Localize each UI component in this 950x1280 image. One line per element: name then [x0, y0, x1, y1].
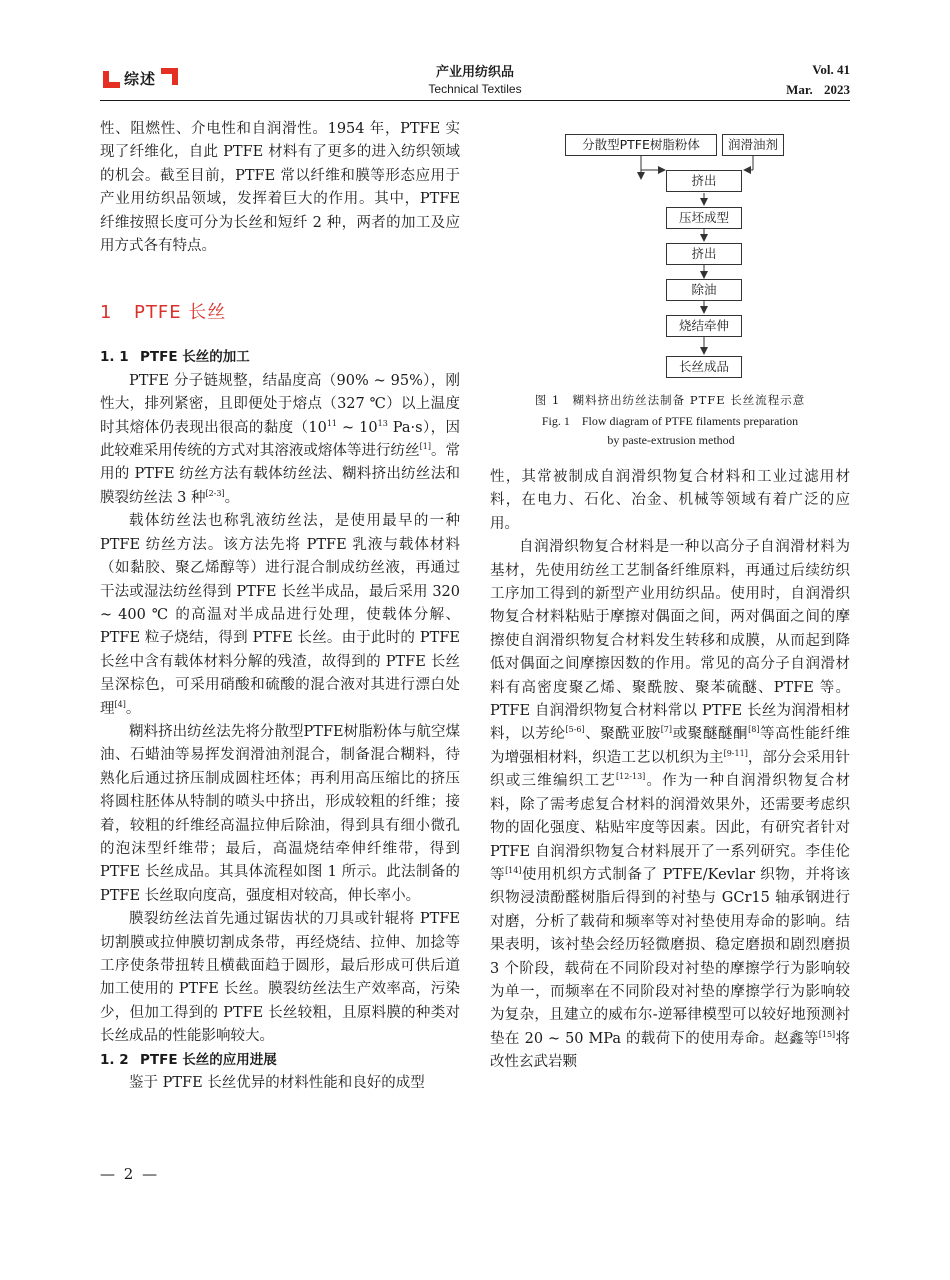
subsection-1-1-number: 1. 1 — [100, 349, 129, 366]
exponent: 11 — [326, 418, 338, 428]
subsection-1-2-number: 1. 2 — [100, 1051, 129, 1068]
left-column — [100, 118, 460, 1095]
flowchart-step-preform: 压坯成型 — [666, 207, 742, 229]
text-run: 将改性玄武岩颗 — [490, 1030, 850, 1071]
citation: [14] — [505, 865, 522, 875]
figure-caption-en-line1: Fig. 1 Flow diagram of PTFE filaments preparation — [541, 414, 799, 428]
citation: [12-13] — [615, 772, 646, 782]
citation: [9-11] — [723, 748, 748, 758]
header-rule — [100, 100, 850, 101]
paragraph-self-lubricating — [490, 536, 850, 1074]
journal-title-en: Technical Textiles — [428, 82, 522, 96]
section-1-title — [100, 298, 226, 324]
text-run: 。作为一种自润滑织物复合材料，除了需考虑复合材料的润滑效果外，还需要考虑织物的固化强度、粘贴牢度等因素。因此，有研究者针对 PTFE 自润滑织物复合材料展开了一系列研究。李佳伦等 — [490, 773, 851, 883]
citation: [2-3] — [205, 488, 225, 498]
subsection-1-1-text: PTFE 长丝的加工 — [140, 349, 250, 366]
text-run: ，部分会采用针织或三维编织工艺 — [490, 749, 851, 790]
issue-date: Mar. 2023 — [786, 82, 850, 97]
subsection-1-2-title — [100, 1049, 460, 1072]
text-run: 。 — [125, 700, 141, 717]
text-run: 。常用的 PTFE 纺丝方法有载体纺丝法、糊料挤出纺丝法和膜裂纺丝法 3 种 — [100, 443, 461, 506]
subsection-1-2-text: PTFE 长丝的应用进展 — [140, 1051, 277, 1068]
text-run: PTFE 分子链规整，结晶度高（90% ~ 95%），刚性大，排列紧密，且即便处于熔点（327 ℃）以上温度时其熔体仍表现出很高的黏度（10 — [100, 372, 460, 436]
text-run: 、聚酰亚胺 — [584, 726, 661, 743]
text-run: 或聚醚醚酮 — [672, 726, 749, 743]
citation: [8] — [748, 725, 760, 735]
paragraph-paste-extrusion: 糊料挤出纺丝法先将分散型PTFE树脂粉体与航空煤油、石蜡油等易挥发润滑油剂混合，制备混合糊料，待熟化后通过挤压制成圆柱坯体；再利用高压缩比的挤压将圆柱胚体从特制的喷头中挤出，形成较粗的纤维；接着，较粗的纤维经高温拉伸后除油，得到具有细小微孔的泡沫型纤维带；最后，高温烧结牵伸纤维带，得到 PTFE 长丝成品。其具体流程如图 1 所示。此法制备的 PTFE 长丝取向度高，强度相对较高，伸长率小。 — [100, 723, 460, 904]
exponent: 13 — [377, 418, 388, 428]
flowchart-step-sinter-stretch: 烧结牵伸 — [666, 315, 742, 337]
paragraph-application-start: 鉴于 PTFE 长丝优异的材料性能和良好的成型 — [129, 1075, 425, 1092]
right-column — [490, 466, 850, 1075]
citation: [4] — [114, 699, 126, 709]
page-number: — 2 — — [100, 1165, 160, 1183]
text-run: 。 — [224, 489, 240, 506]
citation: [1] — [419, 442, 431, 452]
volume-label: Vol. 41 — [812, 62, 850, 77]
text-run: 等高性能纤维为增强相材料，织造工艺以机织为主 — [490, 726, 851, 766]
text-run: ~ 10 — [337, 419, 378, 436]
flowchart-step-extrude-2: 挤出 — [666, 243, 742, 265]
figure-caption-en — [490, 412, 850, 450]
paragraph-intro: 性、阻燃性、介电性和自润滑性。1954 年，PTFE 实现了纤维化，自此 PTFE 材料有了更多的进入纺织领域的机会。截至目前，PTFE 常以纤维和膜等形态应用于产业用纺织品领域，发挥着巨大的作用。其中，PTFE 纤维按照长度可分为长丝和短纤 2 种，两者的加工及应用方式各有特点。 — [100, 121, 460, 255]
citation: [7] — [660, 725, 673, 735]
section-1-number: 1 — [100, 302, 113, 323]
figure-caption-en-line2: by paste-extrusion method — [607, 433, 735, 447]
paragraph-continuation: 性，其常被制成自润滑织物复合材料和工业过滤用材料，在电力、石化、冶金、机械等领域有着广泛的应用。 — [490, 469, 850, 532]
figure-caption-cn: 图 1 糊料挤出纺丝法制备 PTFE 长丝流程示意 — [534, 393, 806, 407]
paragraph-carrier-spinning — [100, 510, 460, 721]
text-run: 载体纺丝法也称乳液纺丝法，是使用最早的一种 PTFE 纺丝方法。该方法先将 PTFE 乳液与载体材料（如黏胶、聚乙烯醇等）进行混合制成纺丝液，再通过干法或湿法纺丝得到 PTFE 长丝半成品，最后采用 320 ~ 400 ℃ 的高温对半成品进行处理，使载体分解、PTFE 粒子烧结，得到 PTFE 长丝。由于此时的 PTFE 长丝中含有载体材料分解的残渣，故得到的 PTFE 长丝呈深棕色，可采用硝酸和硫酸的混合液对其进行漂白处理 — [100, 513, 460, 717]
flowchart-step-extrude-1: 挤出 — [666, 170, 742, 192]
flowchart-step-final-filament: 长丝成品 — [666, 356, 742, 378]
text-run: 使用机织方式制备了 PTFE/Kevlar 织物，并将该织物浸渍酚醛树脂后得到的衬垫与 GCr15 轴承钢进行对磨，分析了载荷和频率等对衬垫使用寿命的影响。结果表明，该衬垫会经历轻微磨损、稳定磨损和剧烈磨损 3 个阶段，载荷在不同阶段对衬垫的摩擦学行为影响较为单一，而频率在不同阶段对衬垫的摩擦学行为影响较为复杂，且建立的威布尔-逆幂律模型可以较好地预测衬垫在 20 ~ 50 MPa 的载荷下的使用寿命。赵鑫等 — [490, 866, 851, 1047]
flowchart-input-lubricant: 润滑油剂 — [722, 134, 784, 156]
header-section-label: 综述 — [124, 70, 157, 88]
paragraph-processing — [100, 370, 460, 510]
text-run: Pa·s），因此较难采用传统的方式对其溶液或熔体等进行纺丝 — [100, 419, 460, 460]
paragraph-film-splitting: 膜裂纺丝法首先通过锯齿状的刀具或针辊将 PTFE 切割膜或拉伸膜切割成条带，再经烧结、拉伸、加捻等工序使条带扭转且横截面趋于圆形，最后形成可供后道加工使用的 PTFE 长丝。膜裂纺丝法生产效率高，污染少，但加工得到的 PTFE 长丝较粗，且原料膜的种类对长丝成品的性能影响较大。 — [100, 911, 460, 1045]
journal-title-cn: 产业用纺织品 — [435, 65, 514, 80]
flowchart-step-degrease: 除油 — [666, 279, 742, 301]
flowchart-input-ptfe-powder: 分散型PTFE树脂粉体 — [565, 134, 717, 156]
section-1-text: PTFE 长丝 — [134, 302, 227, 323]
subsection-1-1-title — [100, 346, 460, 369]
citation: [15] — [818, 1029, 836, 1039]
text-run: 自润滑织物复合材料是一种以高分子自润滑材料为基材，先使用纺丝工艺制备纤维原料，再通过后续纺织工序加工得到的新型产业用纺织品。使用时，自润滑织物复合材料粘贴于摩擦对偶面之间，两对偶面之间的摩擦使自润滑织物复合材料发生转移和成膜，从而起到降低对偶面之间摩擦因数的作用。常见的高分子自润滑材料有高密度聚乙烯、聚酰胺、聚苯硫醚、PTFE 等。PTFE 自润滑织物复合材料常以 PTFE 长丝为润滑相材料，以芳纶 — [490, 539, 850, 743]
citation: [5-6] — [565, 725, 585, 735]
